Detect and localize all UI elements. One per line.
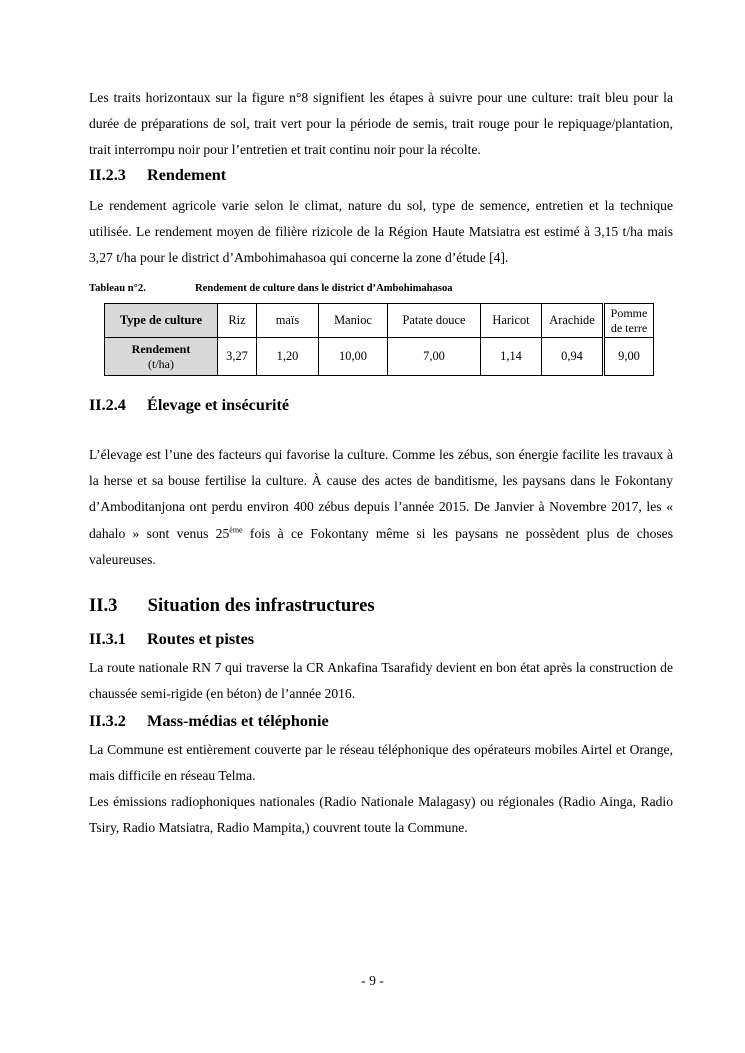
- heading-title: Rendement: [147, 166, 227, 184]
- heading-title: Mass-médias et téléphonie: [147, 712, 329, 730]
- table-cell-crop-potato: [605, 304, 654, 338]
- table-row-yields: [105, 338, 654, 376]
- heading-elevage: [89, 396, 289, 415]
- table-cell-crop: Riz: [218, 304, 257, 338]
- heading-rendement: [89, 166, 226, 185]
- crop-label-line2: de terre: [610, 320, 648, 335]
- table-caption: [89, 283, 453, 294]
- heading-number: II.3: [89, 595, 118, 616]
- intro-paragraph: Les traits horizontaux sur la figure n°8 signifient les étapes à suivre pour une culture: trait bleu pour la durée de préparations de sol, trait vert pour la période de semis, trait rouge pour le repiquage/plantation, trait interrompu noir pour l’entretien et trait continu noir pour la récolte.: [89, 90, 673, 158]
- table-cell-yield: 1,14: [481, 338, 542, 376]
- yield-table: [104, 303, 654, 376]
- heading-infrastructures: [89, 595, 375, 617]
- table-cell-yield: 10,00: [319, 338, 388, 376]
- table-cell-crop: Haricot: [481, 304, 542, 338]
- table-caption-title: Rendement de culture dans le district d’Ambohimahasoa: [195, 283, 453, 294]
- elevage-text-part2: fois à ce Fokontany même si les paysans ne possèdent plus de choses valeureuses.: [89, 525, 673, 567]
- yield-header-line1: Rendement: [131, 341, 191, 356]
- elevage-paragraph: [89, 442, 673, 573]
- table-header-crop-type: Type de culture: [105, 304, 218, 338]
- elevage-text-part1: L’élevage est l’une des facteurs qui favorise la culture. Comme les zébus, son énergie facilite les travaux à la herse et sa bouse fertilise la culture. À cause des actes de banditisme, les paysans dans le Fokontany d’Amboditanjona ont perdu environ 400 zébus depuis l’année 2015. De Janvier à Novembre 2017, les « dahalo » sont venus 25: [89, 447, 673, 541]
- rendement-paragraph: Le rendement agricole varie selon le climat, nature du sol, type de semence, entretien et la technique utilisée. Le rendement moyen de filière rizicole de la Région Haute Matsiatra est estimé à 3,15 t/ha mais 3,27 t/ha pour le district d’Ambohimahasoa qui concerne la zone d’étude [4].: [89, 198, 673, 266]
- table-row-crop-types: [105, 304, 654, 338]
- superscript-eme: ème: [229, 525, 243, 535]
- table-cell-yield: 9,00: [605, 338, 654, 376]
- heading-title: Routes et pistes: [147, 630, 255, 648]
- heading-mass-medias: [89, 712, 329, 731]
- heading-number: II.2.3: [89, 166, 126, 184]
- table-caption-label: Tableau n°2.: [89, 283, 146, 294]
- heading-number: II.2.4: [89, 396, 126, 414]
- heading-number: II.3.2: [89, 712, 126, 730]
- table-cell-yield: 1,20: [257, 338, 319, 376]
- table-cell-crop: Arachide: [542, 304, 603, 338]
- radio-paragraph: Les émissions radiophoniques nationales (Radio Nationale Malagasy) ou régionales (Radio Ainga, Radio Tsiry, Radio Matsiatra, Radio Mampita,) couvrent toute la Commune.: [89, 794, 673, 836]
- table-cell-yield: 3,27: [218, 338, 257, 376]
- table-cell-crop: Patate douce: [388, 304, 481, 338]
- heading-title: Élevage et insécurité: [147, 396, 290, 414]
- table-cell-yield: 0,94: [542, 338, 603, 376]
- table-header-yield: [105, 338, 218, 376]
- routes-paragraph: La route nationale RN 7 qui traverse la CR Ankafina Tsarafidy devient en bon état après la construction de chaussée semi-rigide (en béton) de l’année 2016.: [89, 660, 673, 702]
- telephone-paragraph: La Commune est entièrement couverte par le réseau téléphonique des opérateurs mobiles Airtel et Orange, mais difficile en réseau Telma.: [89, 742, 673, 784]
- table-cell-crop: maïs: [257, 304, 319, 338]
- yield-header-line2: (t/ha): [148, 356, 174, 371]
- heading-title: Situation des infrastructures: [147, 595, 375, 616]
- table-cell-yield: 7,00: [388, 338, 481, 376]
- heading-routes: [89, 630, 254, 649]
- page-number: - 9 -: [361, 973, 384, 988]
- heading-number: II.3.1: [89, 630, 126, 648]
- crop-label-line1: Pomme: [610, 305, 648, 320]
- table-cell-crop: Manioc: [319, 304, 388, 338]
